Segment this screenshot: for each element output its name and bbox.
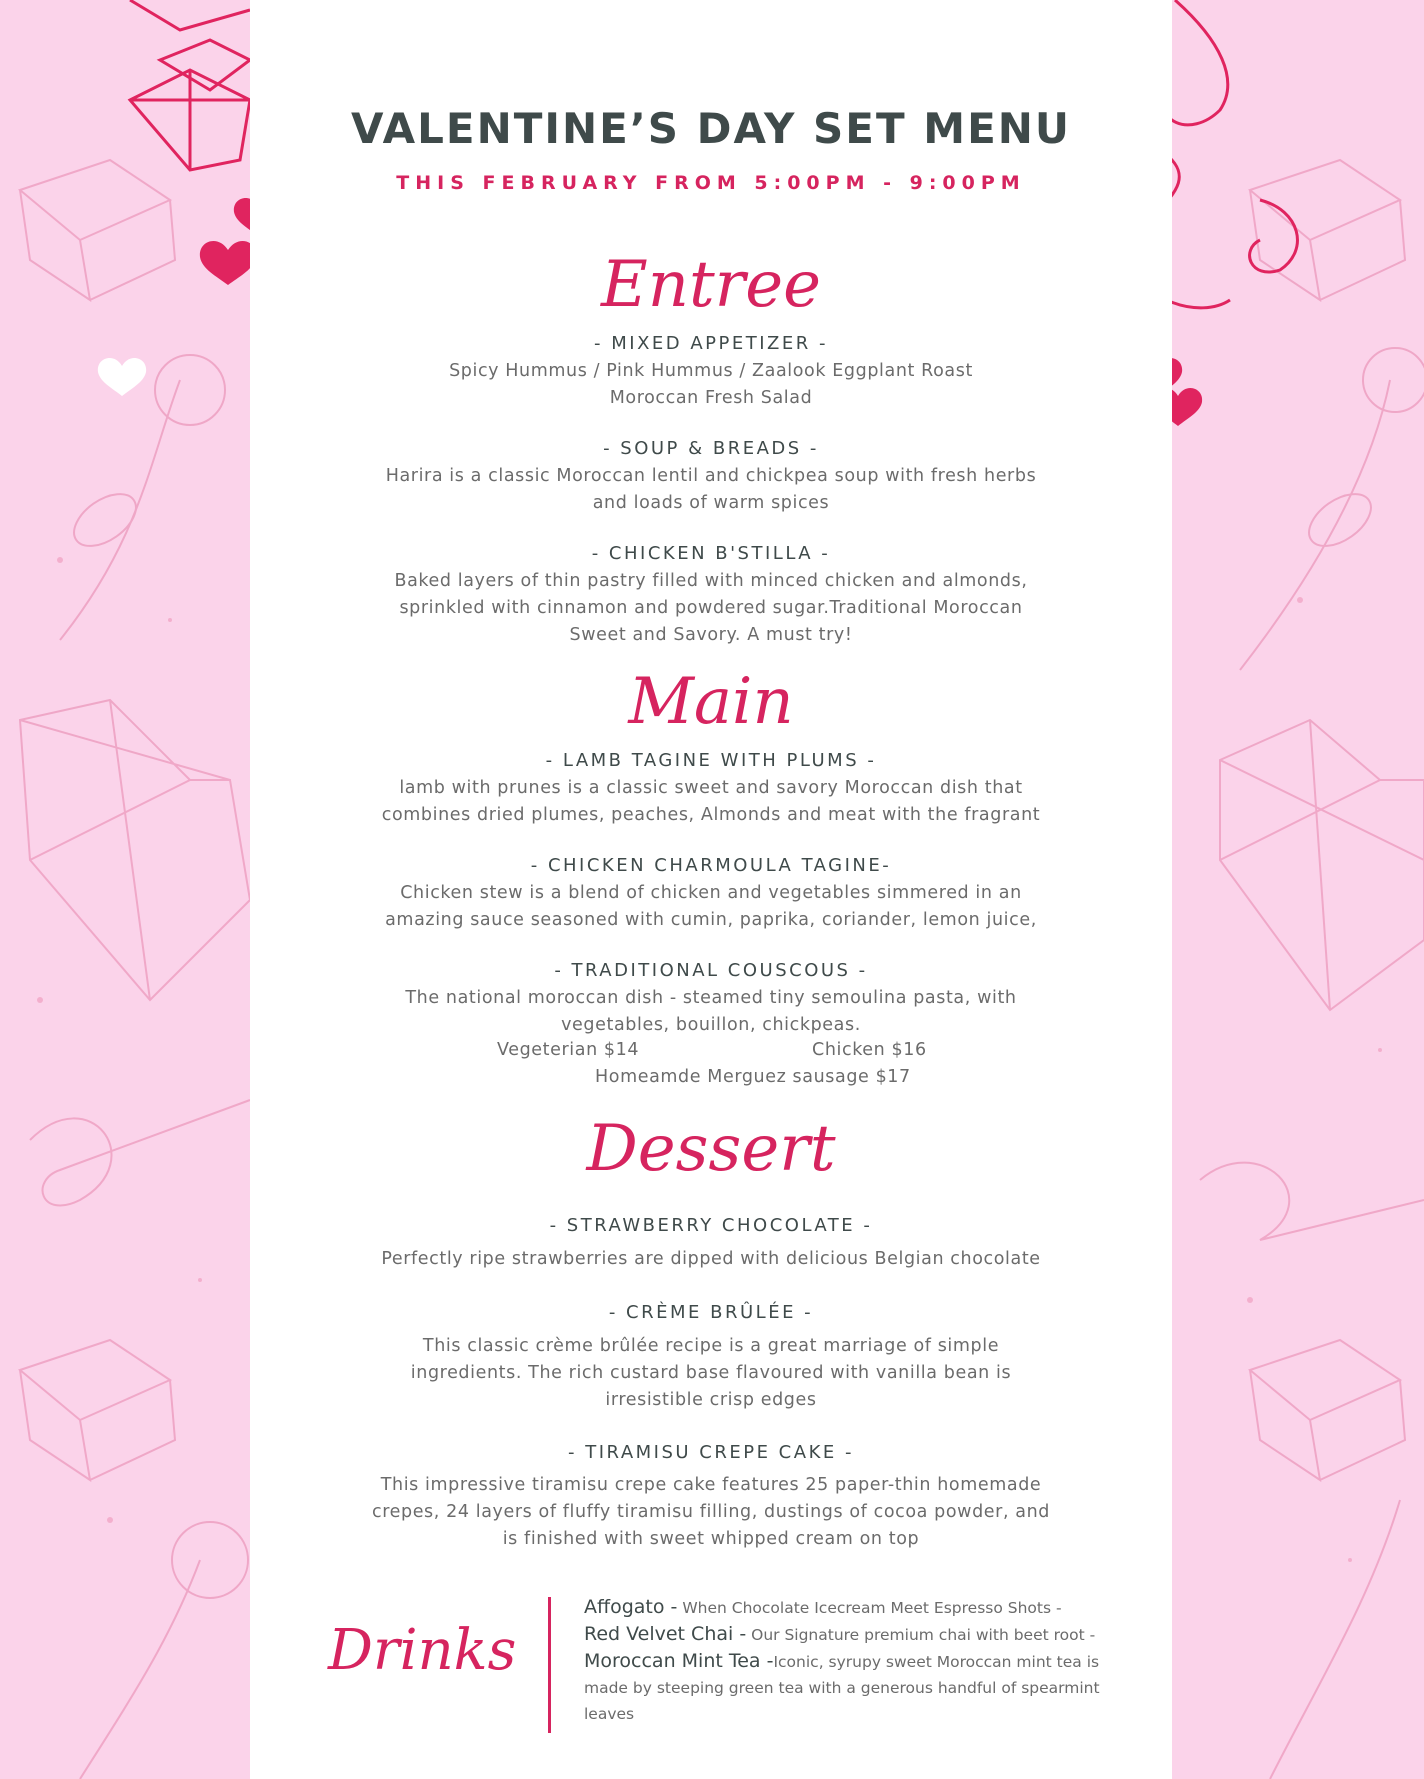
drink-item: [584, 1648, 1144, 1727]
drink-name: Moroccan Mint Tea -: [584, 1650, 774, 1672]
desc-line: Baked layers of thin pastry filled with minced chicken and almonds,: [394, 571, 1028, 591]
section-title-main: Main: [628, 665, 794, 739]
item-desc: [370, 775, 1052, 829]
desc-line: Spicy Hummus / Pink Hummus / Zaalook Eggplant Roast: [449, 361, 973, 381]
desc-line: Chicken stew is a blend of chicken and vegetables simmered in an: [400, 883, 1022, 903]
item-name: - CHICKEN CHARMOULA TAGINE-: [530, 855, 892, 876]
desc-line: is finished with sweet whipped cream on top: [502, 1529, 920, 1549]
desc-line: ingredients. The rich custard base flavoured with vanilla bean is: [410, 1363, 1012, 1383]
desc-line: sprinkled with cinnamon and powdered sugar.Traditional Moroccan: [399, 598, 1023, 618]
item-name: - TRADITIONAL COUSCOUS -: [554, 960, 868, 981]
desc-line: and loads of warm spices: [592, 493, 830, 513]
drinks-list: [584, 1594, 1144, 1727]
item-name: - LAMB TAGINE WITH PLUMS -: [545, 750, 877, 771]
item-desc: [370, 463, 1052, 517]
item-desc: [370, 985, 1052, 1039]
item-name: - CHICKEN B'STILLA -: [591, 543, 831, 564]
desc-line: amazing sauce seasoned with cumin, paprika, coriander, lemon juice,: [385, 910, 1037, 930]
desc-line: irresistible crisp edges: [605, 1390, 817, 1410]
drink-item: [584, 1594, 1144, 1621]
item-desc: [370, 358, 1052, 412]
item-name: - MIXED APPETIZER -: [594, 333, 828, 354]
desc-line: This classic crème brûlée recipe is a great marriage of simple: [422, 1336, 1000, 1356]
drink-desc: When Chocolate Icecream Meet Espresso Shots -: [677, 1599, 1062, 1617]
desc-line: combines dried plumes, peaches, Almonds and meat with the fragrant: [381, 805, 1041, 825]
price-merguez: Homeamde Merguez sausage $17: [595, 1067, 911, 1087]
item-name: - TIRAMISU CREPE CAKE -: [568, 1442, 854, 1463]
item-name: - CRÈME BRÛLÉE -: [608, 1302, 814, 1323]
page-subtitle: THIS FEBRUARY FROM 5:00PM - 9:00PM: [396, 172, 1026, 194]
desc-line: Sweet and Savory. A must try!: [569, 625, 853, 645]
drink-desc: Iconic, syrupy sweet Moroccan mint tea is made by steeping green tea with a generous handful of spearmint leaves: [584, 1653, 1100, 1723]
item-name: - SOUP & BREADS -: [603, 438, 819, 459]
desc-line: The national moroccan dish - steamed tiny semoulina pasta, with: [405, 988, 1017, 1008]
item-desc: [360, 1472, 1062, 1553]
desc-line: Harira is a classic Moroccan lentil and chickpea soup with fresh herbs: [385, 466, 1037, 486]
desc-line: Perfectly ripe strawberries are dipped with delicious Belgian chocolate: [381, 1249, 1041, 1269]
price-vegetarian: Vegeterian $14: [497, 1040, 640, 1060]
drinks-divider: [548, 1597, 551, 1733]
item-desc: [370, 1333, 1052, 1414]
drink-item: [584, 1621, 1144, 1648]
drink-name: Affogato -: [584, 1596, 678, 1618]
desc-line: lamb with prunes is a classic sweet and savory Moroccan dish that: [399, 778, 1023, 798]
price-chicken: Chicken $16: [812, 1040, 927, 1060]
item-desc: [370, 568, 1052, 649]
drink-name: Red Velvet Chai -: [584, 1623, 747, 1645]
page-title: VALENTINE’S DAY SET MENU: [350, 104, 1072, 153]
section-title-dessert: Dessert: [586, 1112, 836, 1186]
item-desc: [370, 880, 1052, 934]
desc-line: Moroccan Fresh Salad: [609, 388, 813, 408]
desc-line: vegetables, bouillon, chickpeas.: [561, 1015, 861, 1035]
desc-line: crepes, 24 layers of fluffy tiramisu filling, dustings of cocoa powder, and: [371, 1502, 1050, 1522]
drink-desc: Our Signature premium chai with beet root -: [746, 1626, 1096, 1644]
desc-line: This impressive tiramisu crepe cake features 25 paper-thin homemade: [380, 1475, 1042, 1495]
item-desc: [360, 1246, 1062, 1273]
section-title-drinks: Drinks: [328, 1618, 517, 1683]
item-name: - STRAWBERRY CHOCOLATE -: [549, 1215, 873, 1236]
section-title-entree: Entree: [601, 248, 821, 322]
